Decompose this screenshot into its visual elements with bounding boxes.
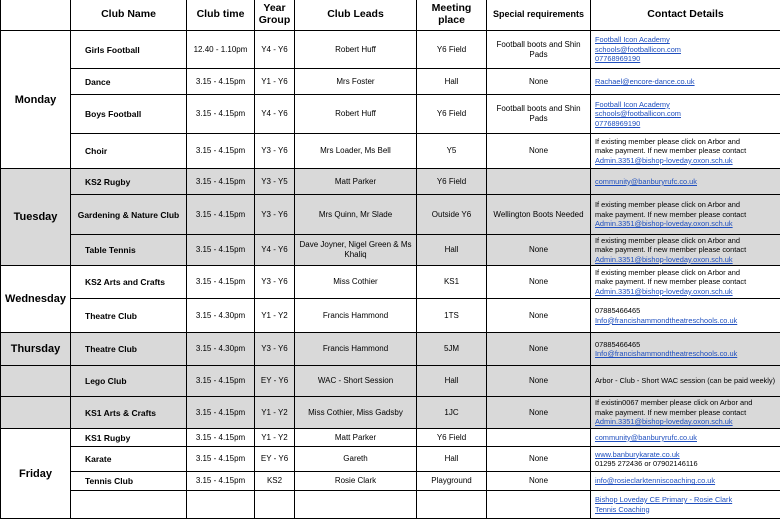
- special-requirements-cell: None: [487, 235, 591, 266]
- year-group-cell: Y4 - Y6: [255, 235, 295, 266]
- table-row: [1, 266, 780, 299]
- header-contact-details: Contact Details: [591, 0, 780, 31]
- club-name-cell: KS2 Rugby: [71, 169, 187, 195]
- header-club-leads: Club Leads: [295, 0, 417, 31]
- club-name-cell: Girls Football: [71, 31, 187, 69]
- header-meeting-place: Meeting place: [417, 0, 487, 31]
- club-name-cell: Table Tennis: [71, 235, 187, 266]
- club-leads-cell: [295, 491, 417, 519]
- year-group-cell: Y3 - Y5: [255, 169, 295, 195]
- header-special-requirements: Special requirements: [487, 0, 591, 31]
- special-requirements-cell: None: [487, 366, 591, 397]
- contact-link[interactable]: Tennis Coaching: [595, 505, 778, 515]
- table-row: [1, 169, 780, 195]
- contact-link[interactable]: Info@francishammondtheatreschools.co.uk: [595, 316, 778, 326]
- special-requirements-cell: None: [487, 447, 591, 472]
- club-leads-cell: Gareth: [295, 447, 417, 472]
- contact-details-cell: [591, 397, 780, 429]
- contact-link[interactable]: community@banburyrufc.co.uk: [595, 433, 778, 443]
- year-group-cell: [255, 491, 295, 519]
- special-requirements-cell: None: [487, 397, 591, 429]
- club-leads-cell: Robert Huff: [295, 31, 417, 69]
- special-requirements-cell: Wellington Boots Needed: [487, 195, 591, 235]
- meeting-place-cell: Hall: [417, 447, 487, 472]
- club-name-cell: Gardening & Nature Club: [71, 195, 187, 235]
- contact-details-cell: [591, 447, 780, 472]
- club-leads-cell: Dave Joyner, Nigel Green & Ms Khaliq: [295, 235, 417, 266]
- club-name-cell: Boys Football: [71, 95, 187, 134]
- contact-details-cell: [591, 169, 780, 195]
- special-requirements-cell: None: [487, 266, 591, 299]
- contact-details-cell: [591, 195, 780, 235]
- meeting-place-cell: Outside Y6: [417, 195, 487, 235]
- club-time-cell: 3.15 - 4.15pm: [187, 266, 255, 299]
- year-group-cell: Y3 - Y6: [255, 195, 295, 235]
- contact-text: make payment. If new member please contact: [595, 408, 778, 418]
- meeting-place-cell: [417, 491, 487, 519]
- table-row: [1, 31, 780, 69]
- club-name-cell: Theatre Club: [71, 299, 187, 333]
- club-name-cell: KS1 Arts & Crafts: [71, 397, 187, 429]
- header-club-time: Club time: [187, 0, 255, 31]
- club-leads-cell: Matt Parker: [295, 429, 417, 447]
- club-name-cell: Theatre Club: [71, 333, 187, 366]
- special-requirements-cell: [487, 169, 591, 195]
- contact-details-cell: [591, 491, 780, 519]
- meeting-place-cell: Y6 Field: [417, 31, 487, 69]
- contact-text: 07885466465: [595, 306, 778, 316]
- club-time-cell: 3.15 - 4.15pm: [187, 169, 255, 195]
- year-group-cell: Y1 - Y2: [255, 429, 295, 447]
- contact-link[interactable]: www.banburykarate.co.uk: [595, 450, 778, 460]
- club-time-cell: 3.15 - 4.15pm: [187, 429, 255, 447]
- day-cell: Wednesday: [1, 266, 71, 333]
- year-group-cell: Y1 - Y2: [255, 397, 295, 429]
- table-row: [1, 195, 780, 235]
- contact-link[interactable]: Rachael@encore-dance.co.uk: [595, 77, 778, 87]
- meeting-place-cell: Y6 Field: [417, 429, 487, 447]
- club-leads-cell: Mrs Foster: [295, 69, 417, 95]
- year-group-cell: Y3 - Y6: [255, 266, 295, 299]
- contact-link[interactable]: Admin.3351@bishop-loveday.oxon.sch.uk: [595, 417, 778, 427]
- table-row: [1, 366, 780, 397]
- table-row: [1, 429, 780, 447]
- club-time-cell: 3.15 - 4.15pm: [187, 69, 255, 95]
- club-leads-cell: Matt Parker: [295, 169, 417, 195]
- contact-text: make payment. If new member please contact: [595, 245, 778, 255]
- club-name-cell: Choir: [71, 134, 187, 169]
- contact-text: make payment. If new member please contact: [595, 146, 778, 156]
- club-time-cell: 3.15 - 4.15pm: [187, 95, 255, 134]
- contact-details-cell: [591, 31, 780, 69]
- club-leads-cell: Mrs Loader, Ms Bell: [295, 134, 417, 169]
- table-row: [1, 69, 780, 95]
- club-time-cell: [187, 491, 255, 519]
- special-requirements-cell: Football boots and Shin Pads: [487, 95, 591, 134]
- contact-text: If existin0067 member please click on Arbor and: [595, 398, 778, 408]
- table-row: [1, 333, 780, 366]
- club-leads-cell: Robert Huff: [295, 95, 417, 134]
- club-leads-cell: Rosie Clark: [295, 472, 417, 491]
- year-group-cell: Y1 - Y6: [255, 69, 295, 95]
- contact-details-cell: [591, 69, 780, 95]
- year-group-cell: Y4 - Y6: [255, 31, 295, 69]
- club-leads-cell: WAC - Short Session: [295, 366, 417, 397]
- contact-link[interactable]: 07768969190: [595, 54, 778, 64]
- club-time-cell: 3.15 - 4.15pm: [187, 472, 255, 491]
- club-time-cell: 3.15 - 4.15pm: [187, 397, 255, 429]
- meeting-place-cell: KS1: [417, 266, 487, 299]
- special-requirements-cell: None: [487, 333, 591, 366]
- contact-text: If existing member please click on Arbor and: [595, 137, 778, 147]
- contact-details-cell: [591, 235, 780, 266]
- day-cell-empty: [1, 366, 71, 397]
- contact-details-cell: [591, 429, 780, 447]
- day-cell-empty: [1, 397, 71, 429]
- contact-text: If existing member please click on Arbor and: [595, 236, 778, 246]
- meeting-place-cell: Y5: [417, 134, 487, 169]
- contact-link[interactable]: Bishop Loveday CE Primary - Rosie Clark: [595, 495, 778, 505]
- special-requirements-cell: None: [487, 134, 591, 169]
- contact-details-cell: [591, 95, 780, 134]
- table-row: [1, 134, 780, 169]
- year-group-cell: Y4 - Y6: [255, 95, 295, 134]
- club-time-cell: 3.15 - 4.15pm: [187, 195, 255, 235]
- club-leads-cell: Miss Cothier, Miss Gadsby: [295, 397, 417, 429]
- meeting-place-cell: Y6 Field: [417, 95, 487, 134]
- special-requirements-cell: None: [487, 69, 591, 95]
- year-group-cell: EY - Y6: [255, 447, 295, 472]
- club-leads-cell: Mrs Quinn, Mr Slade: [295, 195, 417, 235]
- club-name-cell: Lego Club: [71, 366, 187, 397]
- special-requirements-cell: [487, 491, 591, 519]
- meeting-place-cell: 1JC: [417, 397, 487, 429]
- contact-link[interactable]: schools@footballicon.com: [595, 45, 778, 55]
- table-row: [1, 397, 780, 429]
- contact-text: make payment. If new member please contact: [595, 210, 778, 220]
- special-requirements-cell: [487, 429, 591, 447]
- club-leads-cell: Francis Hammond: [295, 333, 417, 366]
- club-leads-cell: Francis Hammond: [295, 299, 417, 333]
- meeting-place-cell: Hall: [417, 69, 487, 95]
- meeting-place-cell: Hall: [417, 366, 487, 397]
- meeting-place-cell: Y6 Field: [417, 169, 487, 195]
- contact-details-cell: [591, 333, 780, 366]
- contact-link[interactable]: community@banburyrufc.co.uk: [595, 177, 778, 187]
- year-group-cell: EY - Y6: [255, 366, 295, 397]
- special-requirements-cell: None: [487, 472, 591, 491]
- contact-text: 07885466465: [595, 340, 778, 350]
- club-name-cell: Tennis Club: [71, 472, 187, 491]
- day-cell: Monday: [1, 31, 71, 169]
- year-group-cell: Y3 - Y6: [255, 134, 295, 169]
- contact-text: 01295 272436 or 07902146116: [595, 459, 778, 469]
- contact-text: If existing member please click on Arbor and: [595, 200, 778, 210]
- club-time-cell: 3.15 - 4.15pm: [187, 134, 255, 169]
- header-year-group: Year Group: [255, 0, 295, 31]
- contact-link[interactable]: schools@footballicon.com: [595, 109, 778, 119]
- contact-link[interactable]: Info@francishammondtheatreschools.co.uk: [595, 349, 778, 359]
- meeting-place-cell: Hall: [417, 235, 487, 266]
- meeting-place-cell: Playground: [417, 472, 487, 491]
- table-row: [1, 472, 780, 491]
- club-time-cell: 12.40 - 1.10pm: [187, 31, 255, 69]
- contact-link[interactable]: Football Icon Academy: [595, 100, 778, 110]
- club-name-cell: KS2 Arts and Crafts: [71, 266, 187, 299]
- contact-details-cell: [591, 134, 780, 169]
- contact-details-cell: [591, 299, 780, 333]
- contact-link[interactable]: 07768969190: [595, 119, 778, 129]
- year-group-cell: KS2: [255, 472, 295, 491]
- club-time-cell: 3.15 - 4.15pm: [187, 447, 255, 472]
- contact-link[interactable]: Admin.3351@bishop-loveday.oxon.sch.uk: [595, 287, 778, 297]
- table-row: [1, 299, 780, 333]
- contact-details-cell: [591, 366, 780, 397]
- table-row: [1, 447, 780, 472]
- contact-details-cell: [591, 266, 780, 299]
- day-cell: Tuesday: [1, 169, 71, 266]
- meeting-place-cell: 5JM: [417, 333, 487, 366]
- contact-link[interactable]: Football Icon Academy: [595, 35, 778, 45]
- year-group-cell: Y1 - Y2: [255, 299, 295, 333]
- contact-link[interactable]: Admin.3351@bishop-loveday.oxon.sch.uk: [595, 219, 778, 229]
- meeting-place-cell: 1TS: [417, 299, 487, 333]
- club-time-cell: 3.15 - 4.15pm: [187, 366, 255, 397]
- club-name-cell: Dance: [71, 69, 187, 95]
- club-leads-cell: Miss Cothier: [295, 266, 417, 299]
- header-day: [1, 0, 71, 31]
- club-time-cell: 3.15 - 4.30pm: [187, 333, 255, 366]
- special-requirements-cell: Football boots and Shin Pads: [487, 31, 591, 69]
- day-cell: Thursday: [1, 333, 71, 366]
- contact-text: make payment. If new member please contact: [595, 277, 778, 287]
- contact-text: If existing member please click on Arbor and: [595, 268, 778, 278]
- table-row: [1, 235, 780, 266]
- table-row: [1, 491, 780, 519]
- contact-link[interactable]: Admin.3351@bishop-loveday.oxon.sch.uk: [595, 156, 778, 166]
- contact-details-cell: [591, 472, 780, 491]
- header-club-name: Club Name: [71, 0, 187, 31]
- club-time-cell: 3.15 - 4.30pm: [187, 299, 255, 333]
- special-requirements-cell: None: [487, 299, 591, 333]
- day-cell: Friday: [1, 429, 71, 519]
- table-row: [1, 95, 780, 134]
- contact-link[interactable]: Admin.3351@bishop-loveday.oxon.sch.uk: [595, 255, 778, 265]
- year-group-cell: Y3 - Y6: [255, 333, 295, 366]
- contact-link[interactable]: info@rosieclarktenniscoaching.co.uk: [595, 476, 778, 486]
- header-row: [1, 0, 780, 31]
- contact-text: Arbor - Club - Short WAC session (can be paid weekly): [595, 376, 778, 386]
- club-name-cell: Karate: [71, 447, 187, 472]
- club-time-cell: 3.15 - 4.15pm: [187, 235, 255, 266]
- club-name-cell: [71, 491, 187, 519]
- club-name-cell: KS1 Rugby: [71, 429, 187, 447]
